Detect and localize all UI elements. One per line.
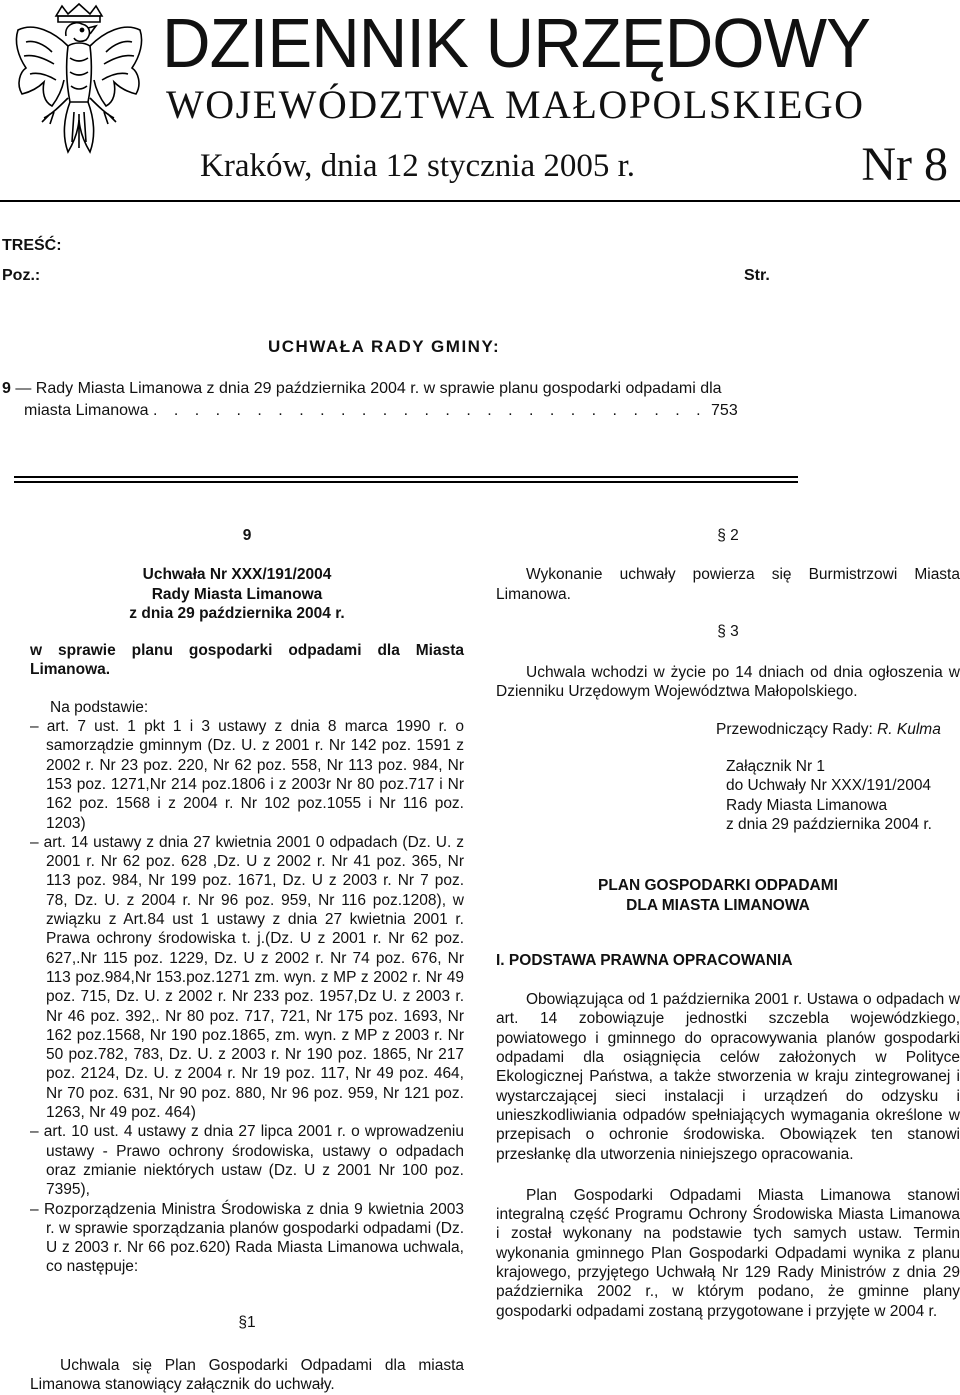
issue-number: Nr 8 [861,138,948,191]
paragraph-2-label: § 2 [717,527,739,544]
legal-basis-label: Na podstawie: [50,698,149,716]
section-rule-top [14,476,798,478]
plan-title-line2: DLA MIASTA LIMANOWA [626,896,810,914]
body-paragraph-1: Obowiązująca od 1 października 2001 r. Ustawa o odpadach w art. 14 zobowiązuje jednostki szczebla wojewódzkiego, powiatowego i gminnego do opracowywania planów gospodarki odpadami dla osiągnięcia celów założonych w Polityce Ekologicznej Państwa, a także stworzenia w kraju zintegrowanej i wystarczającej sieci instalacji i urządzeń do odzysku i unieszkodliwiania odpadów spełniających wymagania określone w przepisach o ochronie środowiska. Obowiązek ten stanowi przesłankę dla utworzenia niniejszego opracowania. [496,991,960,1163]
toc-entry-continuation: miasta Limanowa [24,402,149,419]
section-rule-bottom [14,481,798,483]
toc-entry-line2 [24,400,738,422]
legal-basis-item-2: – art. 14 ustawy z dnia 27 kwietnia 2001 0 odpadach (Dz. U. z 2001 r. Nr 62 poz. 628 ,Dz. U z 2002 r. Nr 41 poz. 365, Nr 113 poz. 984, Nr 199 poz. 1671, Dz. U z 2003 r. Nr 7 poz. 78, Dz. U. z 2004 r. Nr 96 poz. 959, Nr 116 poz.1208), w związku z Art.84 ust 1 ustawy z dnia 27 kwietnia 2001 r. Prawa ochrony środowiska t. j.(Dz. U z 2001 r. Nr 62 poz. 627,.Nr 115 poz. 1229, Dz. U z 2002 r. Nr 74 poz. 676, Nr 113 poz.984,Nr 153.poz.1271 zm. wyn. z MP z 2002 r. Nr 49 poz. 715, Dz. U. z 2002 r. Nr 233 poz. 1957,Dz U. z 2003 r. Nr 46 poz. 392,. Nr 80 poz. 717, 721, Nr 175 poz. 1693, Nr 162 poz.1568, Nr 190 poz.1865, zm. wyn. z MP z 2003 r. Nr 50 poz.782, 783, Dz. U. z 2003 r. Nr 190 poz. 1865, Nr 217 poz. 2124, Dz. U. z 2004 r. Nr 19 poz. 117, Nr 49 poz. 464, Nr 70 poz. 631, Nr 90 poz. 880, Nr 96 poz. 959, Nr 121 poz. 1263, Nr 49 poz. 464) [30,833,464,1122]
annex-line1: Załącznik Nr 1 [726,758,826,776]
act-title-line3: z dnia 29 października 2004 r. [129,604,345,622]
journal-title: DZIENNIK URZĘDOWY [162,4,870,82]
act-number: 9 [242,527,252,544]
toc-entry-text: — Rady Miasta Limanowa z dnia 29 października 2004 r. w sprawie planu gospodarki odpadami dla [15,380,722,397]
plan-title-line1: PLAN GOSPODARKI ODPADAMI [598,877,838,895]
act-title-line2: Rady Miasta Limanowa [151,585,323,603]
toc-heading: TREŚĆ: [2,237,62,254]
section-heading: I. PODSTAWA PRAWNA OPRACOWANIA [496,951,793,969]
journal-subtitle: WOJEWÓDZTWA MAŁOPOLSKIEGO [166,82,865,127]
paragraph-2-text: Wykonanie uchwały powierza się Burmistrzowi Miasta Limanowa. [496,566,960,603]
toc-section-heading: UCHWAŁA RADY GMINY: [268,337,501,356]
annex-line2: do Uchwały Nr XXX/191/2004 [726,777,932,795]
toc-poz-label: Poz.: [2,267,41,284]
right-column [496,526,960,1321]
header-rule [0,200,960,202]
body-paragraph-2: Plan Gospodarki Odpadami Miasta Limanowa stanowi integralną część Programu Ochrony Środowiska Miasta Limanowa i został wykonany na podstawie tych samych ustaw. Termin wykonania gminnego Plan Gospodarki Odpadami wynika z planu krajowego, przyjętego Uchwałą Nr 129 Rady Ministrów z dnia 29 października 2002 r., w którym podano, że gminne plany gospodarki odpadami zostaną przygotowane i przyjęte w 2004 r. [496,1186,960,1320]
toc-leader-dots: . . . . . . . . . . . . . . . . . . . . . . . . . . . [152,402,707,419]
act-subject: w sprawie planu gospodarki odpadami dla Miasta Limanowa. [30,642,464,679]
paragraph-1-label: §1 [238,1313,256,1331]
act-title-line1: Uchwała Nr XXX/191/2004 [142,566,332,584]
toc-str-label: Str. [744,267,770,284]
paragraph-3-label: § 3 [717,622,739,640]
chair-name: R. Kulma [877,720,941,738]
eagle-emblem-icon [4,2,154,168]
legal-basis-item-4: – Rozporządzenia Ministra Środowiska z dnia 9 kwietnia 2003 r. w sprawie sporządzania planów gospodarki odpadami (Dz. U z 2003 r. Nr 66 poz.620) Rada Miasta Limanowa uchwala, co następuje: [30,1200,464,1276]
legal-basis-item-1: – art. 7 ust. 1 pkt 1 i 3 ustawy z dnia 8 marca 1990 r. o samorządzie gminnym (Dz. U. z 2001 r. Nr 142 poz. 1591 z 2002 r. Nr 23 poz. 220, Nr 62 poz. 558, Nr 113 poz. 984, Nr 153 poz. 1271,Nr 214 poz.1806 i z 2003r Nr 80 poz.717 i Nr 162 poz. 1568 i z 2004 r. Nr 102 poz.1055 i Nr 116 poz. 1203) [30,718,464,832]
chair-label: Przewodniczący Rady: [716,720,878,738]
annex-line3: Rady Miasta Limanowa [726,796,888,814]
paragraph-3-text: Uchwala wchodzi w życie po 14 dniach od dnia ogłoszenia w Dzienniku Urzędowym Województwa Małopolskiego. [496,664,960,701]
paragraph-1-text: Uchwala się Plan Gospodarki Odpadami dla miasta Limanowa stanowiący załącznik do uchwały. [30,1356,464,1394]
legal-basis-item-3: – art. 10 ust. 4 ustawy z dnia 27 lipca 2001 r. o wprowadzeniu ustawy - Prawo ochrony środowiska, ustawy o odpadach oraz zmianie niektórych ustaw (Dz. U z 2001 Nr 100 poz. 7395), [30,1123,464,1199]
toc-entry [2,378,792,400]
chair-signature [496,720,960,739]
toc-entry-number: 9 [2,380,11,397]
left-column [30,526,464,1395]
annex-line4: z dnia 29 października 2004 r. [726,815,932,833]
issue-date: Kraków, dnia 12 stycznia 2005 r. [200,148,636,184]
toc-entry-page: 753 [711,402,738,419]
